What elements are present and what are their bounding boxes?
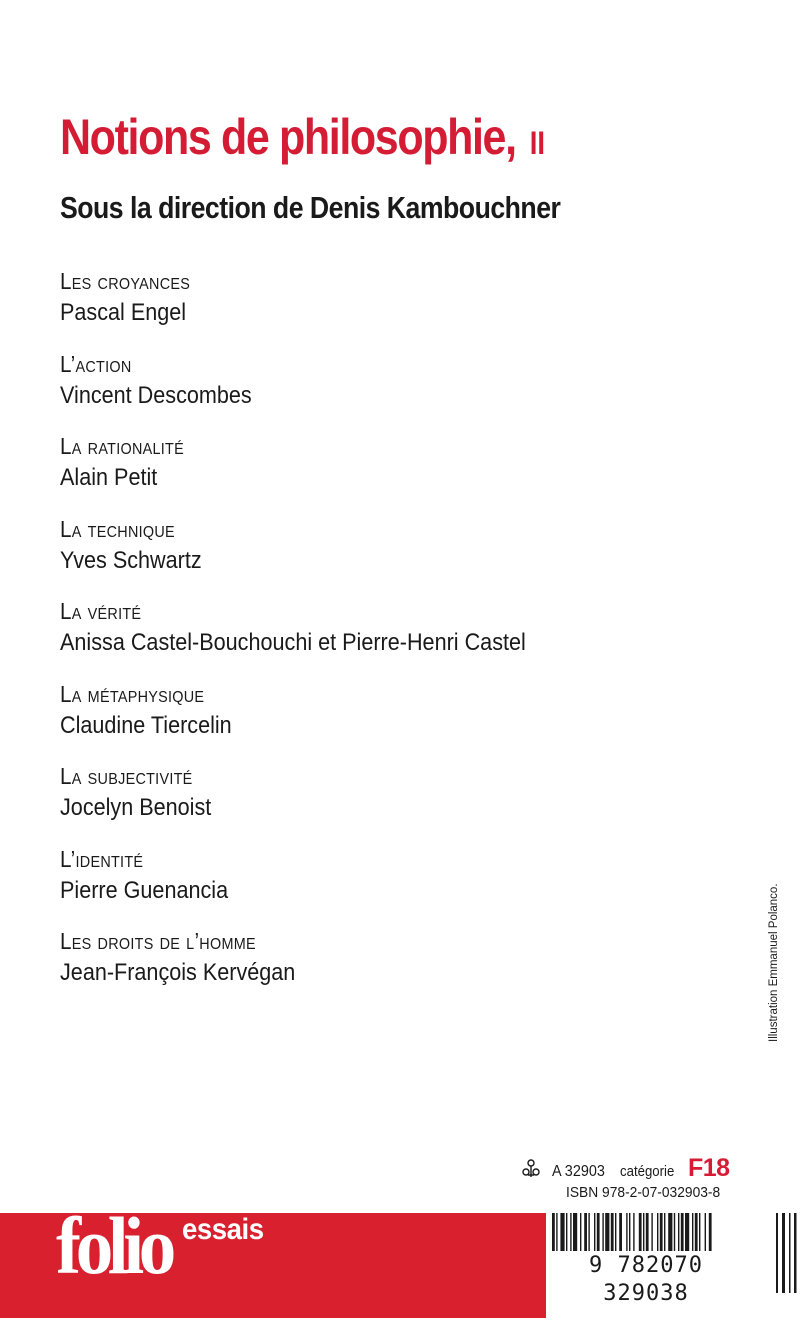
barcode-bar — [556, 1213, 557, 1251]
list-item — [60, 431, 720, 514]
topic-author: Anissa Castel-Bouchouchi et Pierre-Henri Castel — [60, 629, 526, 656]
barcode-bar — [674, 1213, 675, 1251]
barcode-bar — [597, 1213, 600, 1251]
category-code: F18 — [688, 1154, 730, 1182]
catalog-line — [520, 1154, 730, 1184]
barcode-bar — [651, 1213, 652, 1251]
topic-title: L’identité — [60, 845, 144, 872]
barcode-bar — [660, 1213, 663, 1251]
list-item — [60, 514, 720, 597]
list-item — [60, 596, 720, 679]
barcode-bar — [782, 1213, 785, 1293]
barcode-bar — [611, 1213, 614, 1251]
barcode-bar — [664, 1213, 665, 1251]
topic-author: Alain Petit — [60, 464, 158, 491]
barcode-bar — [602, 1213, 603, 1251]
barcode-bar — [615, 1213, 616, 1251]
topic-title: Les droits de l’homme — [60, 928, 256, 954]
table-of-contents — [60, 266, 720, 1009]
barcode-bar — [594, 1213, 595, 1251]
barcode-bar — [629, 1213, 630, 1251]
list-item — [60, 926, 720, 1009]
topic-title: La rationalité — [60, 433, 185, 459]
barcode-bar — [705, 1213, 706, 1251]
barcode-bar — [692, 1213, 693, 1251]
topic-author: Vincent Descombes — [60, 381, 252, 409]
list-item — [60, 761, 720, 844]
topic-title: La vérité — [60, 598, 142, 624]
list-item — [60, 679, 720, 762]
title-text: Notions de philosophie, — [60, 109, 516, 165]
topic-author: Pascal Engel — [60, 299, 187, 326]
topic-title: La subjectivité — [60, 763, 193, 789]
barcode-bar — [619, 1213, 622, 1251]
barcode-bar — [678, 1213, 679, 1251]
barcode-bar — [560, 1213, 564, 1251]
barcode-bar — [685, 1213, 689, 1251]
catalog-reference: A 32903 — [552, 1163, 605, 1180]
barcode-digits: 9 782070 329038 — [546, 1252, 746, 1308]
barcode-bar — [573, 1213, 577, 1251]
barcode-bar — [552, 1213, 555, 1251]
barcode-bar — [605, 1213, 609, 1251]
barcode-bar — [681, 1213, 684, 1251]
topic-author: Pierre Guenancia — [60, 876, 229, 904]
topic-title: La métaphysique — [60, 680, 205, 707]
folio-logo: folio — [56, 1200, 171, 1291]
barcode-bar — [580, 1213, 581, 1251]
barcode-bar — [570, 1213, 571, 1251]
topic-author: Yves Schwartz — [60, 546, 202, 574]
barcode-bar — [776, 1213, 778, 1293]
isbn-number: ISBN 978-2-07-032903-8 — [566, 1184, 721, 1201]
barcode-bar — [695, 1213, 698, 1251]
barcode-bar — [633, 1213, 634, 1251]
barcode-bar — [639, 1213, 642, 1251]
barcode-bar — [668, 1213, 672, 1251]
topic-author: Claudine Tiercelin — [60, 711, 232, 739]
barcode-bar — [588, 1213, 589, 1251]
volume-number: II — [529, 125, 545, 161]
list-item — [60, 349, 720, 432]
collection-name: essais — [182, 1213, 264, 1246]
topic-title: Les croyances — [60, 268, 191, 294]
barcode-bar — [789, 1213, 791, 1293]
book-title — [60, 108, 545, 166]
category-label: catégorie — [620, 1163, 675, 1180]
topic-author: Jean-François Kervégan — [60, 959, 296, 986]
topic-title: La technique — [60, 515, 175, 542]
barcode-bar — [699, 1213, 700, 1251]
list-item — [60, 844, 720, 927]
barcode-bar — [584, 1213, 587, 1251]
gallimard-mark-icon — [520, 1158, 542, 1180]
topic-author: Jocelyn Benoist — [60, 794, 212, 821]
topic-title: L’action — [60, 350, 132, 377]
barcode-bar — [709, 1213, 712, 1251]
barcode-bar — [794, 1213, 797, 1293]
barcode-bar — [643, 1213, 644, 1251]
barcode-bar — [626, 1213, 627, 1251]
barcode-bar — [657, 1213, 658, 1251]
barcode-bar — [646, 1213, 649, 1251]
editor-line: Sous la direction de Denis Kambouchner — [60, 190, 561, 225]
list-item — [60, 266, 720, 349]
illustration-credit: Illustration Emmanuel Polanco. — [768, 883, 780, 1042]
barcode-bar — [566, 1213, 567, 1251]
